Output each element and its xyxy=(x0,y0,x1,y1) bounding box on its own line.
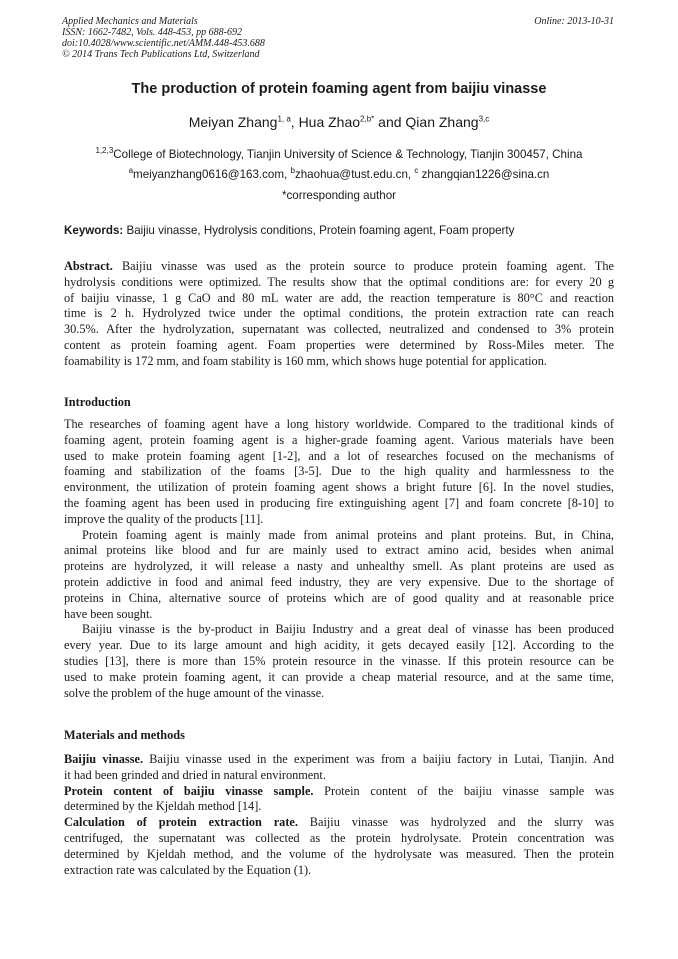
email-a: meiyanzhang0616@163.com, xyxy=(133,168,291,181)
paper-title: The production of protein foaming agent from baijiu vinasse xyxy=(131,81,547,97)
paragraph-line: the foaming agent has been used in producing fire extinguishing agent [7] and foam concrete [8-10] to xyxy=(64,495,614,510)
abstract-line: 30.5%. After the hydrolyzation, supernatant was collected, neutralized and condensed to 3% protein xyxy=(64,322,614,337)
doi-line: doi:10.4028/www.scientific.net/AMM.448-453.688 xyxy=(62,38,265,49)
paragraph-line: have been sought. xyxy=(64,606,153,621)
abstract-label: Abstract. xyxy=(64,259,113,273)
author-list xyxy=(0,114,678,130)
author-affiliation-mark: 1, a xyxy=(277,114,291,124)
subsection-label: Baijiu vinasse. xyxy=(64,752,144,766)
paragraph-line: proteins are hydrolyzed, it will release a nasty and unhealthy smell. As plant proteins are used as xyxy=(64,559,614,574)
abstract-line: content as protein foaming agent. Foam properties were determined by Ross-Miles meter. The xyxy=(64,337,614,352)
paragraph-line: Protein foaming agent is mainly made from animal proteins and plant proteins. But, in China, xyxy=(82,527,614,542)
paragraph-line: determined by Kjeldah method, and the volume of the hydrolysate was measured. Then the protein xyxy=(64,846,614,861)
paragraph-line: determined by the Kjeldah method [14]. xyxy=(64,799,262,814)
online-date: Online: 2013-10-31 xyxy=(534,16,614,27)
paragraph-line: it had been grinded and dried in natural environment. xyxy=(64,767,326,782)
paragraph-line: solve the problem of the huge amount of the vinasse. xyxy=(64,685,325,700)
affiliation-mark: 1,2,3 xyxy=(95,146,114,156)
subsection-label: Protein content of baijiu vinasse sample. xyxy=(64,783,314,798)
paragraph-line: environment, the utilization of protein foaming agent shows a bright future [6]. In the novel studies, xyxy=(64,480,614,495)
paragraph-line xyxy=(64,815,614,831)
email-mark: b xyxy=(290,166,295,176)
email-c: zhangqian1226@sina.cn xyxy=(418,168,550,181)
email-mark: a xyxy=(128,166,134,176)
abstract-line: time is 2 h. Hydrolyzed twice under the optimal conditions, the protein extraction rate can reach xyxy=(64,306,614,321)
paragraph-line: used to make protein foaming agent [1-2], and a lot of researches focused on the mechanisms of xyxy=(64,448,614,463)
paragraph-text: Protein content of the baijiu vinasse sample was xyxy=(313,783,614,798)
author-separator: and xyxy=(374,114,406,130)
paragraph-line: used to make protein foaming agent, it can provide a cheap material resource, and at the same time, xyxy=(64,669,614,684)
paragraph-line: improve the quality of the products [11]. xyxy=(64,511,264,526)
abstract-line xyxy=(64,259,614,275)
paragraph-line: extraction rate was calculated by the Equation (1). xyxy=(64,862,312,877)
affiliation xyxy=(0,148,678,161)
paragraph-line: foaming agent, protein foaming agent is a higher-grade foaming agent. Various materials have been xyxy=(64,432,614,447)
paragraph-line: Baijiu vinasse is the by-product in Baijiu Industry and a great deal of vinasse has been produced xyxy=(82,622,614,637)
journal-name: Applied Mechanics and Materials xyxy=(62,16,198,27)
paragraph-line: every year. Due to its large amount and high acidity, it gets decayed easily [12]. According to the xyxy=(64,638,614,653)
paragraph-line xyxy=(64,784,614,800)
paragraph-line: centrifuged, the supernatant was collected as the protein hydrolysate. Protein concentration was xyxy=(64,830,614,845)
affiliation-text: College of Biotechnology, Tianjin University of Science & Technology, Tianjin 300457, China xyxy=(113,148,583,161)
subsection-label: Calculation of protein extraction rate. xyxy=(64,815,298,830)
paragraph-line: proteins in China, alternative source of proteins which are of good quality and at reasonable price xyxy=(64,590,614,605)
paragraph-line: foaming and stabilization of the foams [3-5]. Due to the high quality and harmlessness to the xyxy=(64,464,614,479)
paragraph-line: The researches of foaming agent have a long history worldwide. Compared to the traditional kinds of xyxy=(64,417,614,431)
author-affiliation-mark: 3,c xyxy=(478,114,490,124)
paragraph-line: protein addictive in food and animal feed industry, they are very expensive. Due to the shortage of xyxy=(64,574,614,589)
issn-line: ISSN: 1662-7482, Vols. 448-453, pp 688-692 xyxy=(62,27,242,38)
paragraph-line: animal proteins like blood and fur are mainly used to extract amino acid, besides when animal xyxy=(64,543,614,558)
introduction-body xyxy=(64,417,614,701)
author-separator: , xyxy=(290,114,299,130)
keywords-label: Keywords: xyxy=(64,224,124,237)
corresponding-note: *corresponding author xyxy=(281,189,397,202)
author-name: Meiyan Zhang xyxy=(188,114,278,130)
keywords xyxy=(64,224,514,237)
email-b: zhaohua@tust.edu.cn, xyxy=(294,168,415,181)
author-name: Hua Zhao xyxy=(298,114,361,130)
methods-body xyxy=(64,752,614,878)
abstract-text: Baijiu vinasse was used as the protein source to produce protein foaming agent. The xyxy=(112,259,614,273)
abstract xyxy=(64,259,614,370)
email-mark: c xyxy=(414,166,419,176)
author-affiliation-mark: 2,b* xyxy=(360,114,375,124)
email-line xyxy=(0,168,678,181)
paragraph-line xyxy=(64,752,614,768)
abstract-line: foamability is 172 mm, and foam stability is 160 mm, which shows huge potential for application. xyxy=(64,353,547,368)
paragraph-text: Baijiu vinasse used in the experiment was from a baijiu factory in Lutai, Tianjin. And xyxy=(143,752,614,766)
abstract-line: of baijiu vinasse, 1 g CaO and 80 mL water are add, the reaction temperature is 80°C and reaction xyxy=(64,290,614,305)
paragraph-line: studies [13], there is more than 15% protein resource in the vinasse. If this protein resource can be xyxy=(64,653,614,668)
paragraph-text: Baijiu vinasse was hydrolyzed and the slurry was xyxy=(297,815,614,830)
section-heading-introduction: Introduction xyxy=(64,395,131,409)
abstract-line: hydrolysis conditions were optimized. The results show that the optimal conditions are: for every 20 g xyxy=(64,274,614,289)
keywords-text: Baijiu vinasse, Hydrolysis conditions, Protein foaming agent, Foam property xyxy=(123,224,515,237)
section-heading-methods: Materials and methods xyxy=(64,728,185,742)
copyright-line: © 2014 Trans Tech Publications Ltd, Switzerland xyxy=(62,49,260,60)
author-name: Qian Zhang xyxy=(405,114,479,130)
